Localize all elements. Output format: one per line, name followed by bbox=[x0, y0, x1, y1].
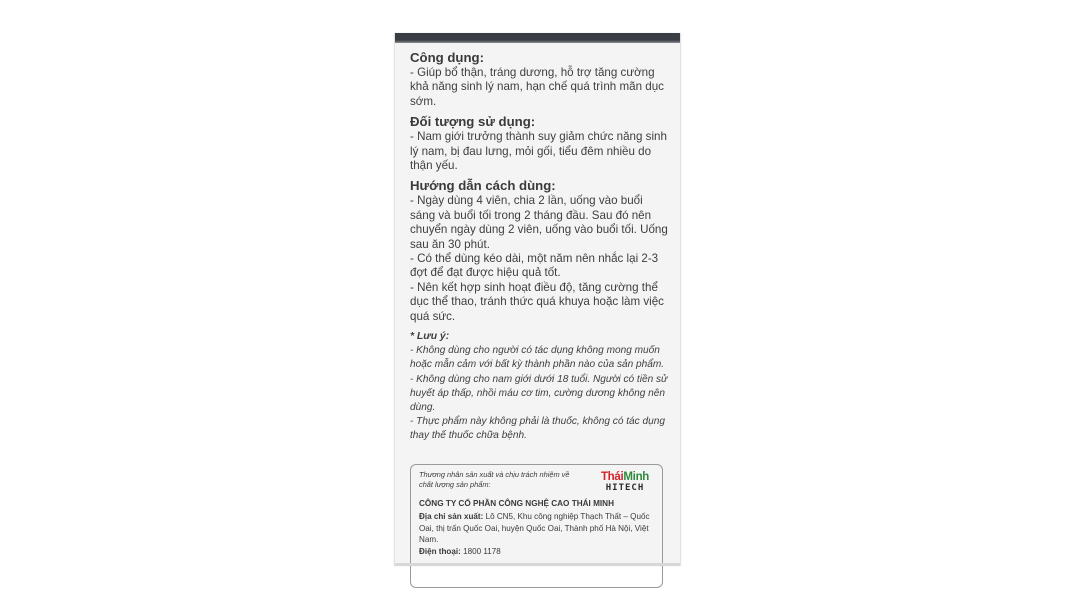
phone-label: Điện thoại: bbox=[419, 546, 461, 556]
note-3: - Thực phẩm này không phải là thuốc, không có tác dụng thay thế thuốc chữa bệnh. bbox=[410, 416, 665, 442]
merchant-text: Thương nhân sản xuất và chịu trách nhiệm về chất lượng sản phẩm: bbox=[419, 470, 570, 489]
box-top-edge bbox=[395, 33, 680, 43]
address-label: Địa chỉ sản xuất: bbox=[419, 512, 484, 521]
company-name: CÔNG TY CỔ PHẦN CÔNG NGHỆ CAO THÁI MINH bbox=[419, 499, 614, 508]
product-box-side-panel bbox=[394, 33, 681, 566]
target-text: - Nam giới trưởng thành suy giảm chức năng sinh lý nam, bị đau lưng, mỏi gối, tiểu đêm nhiều do thận yếu. bbox=[410, 130, 667, 173]
note-2: - Không dùng cho nam giới dưới 18 tuổi. Người có tiền sử huyết áp thấp, nhồi máu cơ tim, cường dương không nên dùng. bbox=[410, 373, 668, 413]
directions-line-1: - Ngày dùng 4 viên, chia 2 lần, uống vào buổi sáng và buổi tối trong 2 tháng đầu. Sau đó nên chuyển ngày dùng 2 viên, uống vào buổi tối. Uống sau ăn 30 phút. bbox=[410, 194, 668, 251]
uses-heading: Công dụng: bbox=[410, 50, 484, 65]
uses-text: - Giúp bổ thận, tráng dương, hỗ trợ tăng cường khả năng sinh lý nam, hạn chế quá trình mãn dục sớm. bbox=[410, 66, 664, 108]
directions-line-3: - Nên kết hợp sinh hoạt điều độ, tăng cường thể dục thể thao, tránh thức quá khuya hoặc làm việc quá sức. bbox=[410, 280, 664, 323]
logo-subtext: HITECH bbox=[605, 483, 645, 493]
note-1: - Không dùng cho người có tác dụng không mong muốn hoặc mẫn cảm với bất kỳ thành phần nào của sản phẩm. bbox=[410, 345, 665, 371]
label-content bbox=[410, 50, 670, 444]
address-value: Lô CN5, Khu công nghiệp Thạch Thất – Quốc Oai, thị trấn Quốc Oai, huyện Quốc Oai, Thành phố Hà Nội, Việt Nam. bbox=[419, 512, 650, 544]
directions-line-2: - Có thể dùng kéo dài, một năm nên nhắc lại 2-3 đợt để đạt được hiệu quả tốt. bbox=[410, 252, 659, 280]
address-text bbox=[419, 511, 654, 546]
phone-text bbox=[419, 546, 654, 558]
phone-value: 1800 1178 bbox=[460, 546, 501, 556]
logo-wordmark: TháiMinh bbox=[600, 471, 650, 483]
thai-minh-hitech-logo bbox=[595, 471, 655, 493]
manufacturer-info-box bbox=[410, 464, 663, 588]
box-bottom-edge bbox=[395, 563, 680, 566]
target-heading: Đối tượng sử dụng: bbox=[410, 114, 536, 130]
notes-title: * Lưu ý: bbox=[410, 331, 450, 343]
directions-heading: Hướng dẫn cách dùng: bbox=[410, 178, 556, 194]
